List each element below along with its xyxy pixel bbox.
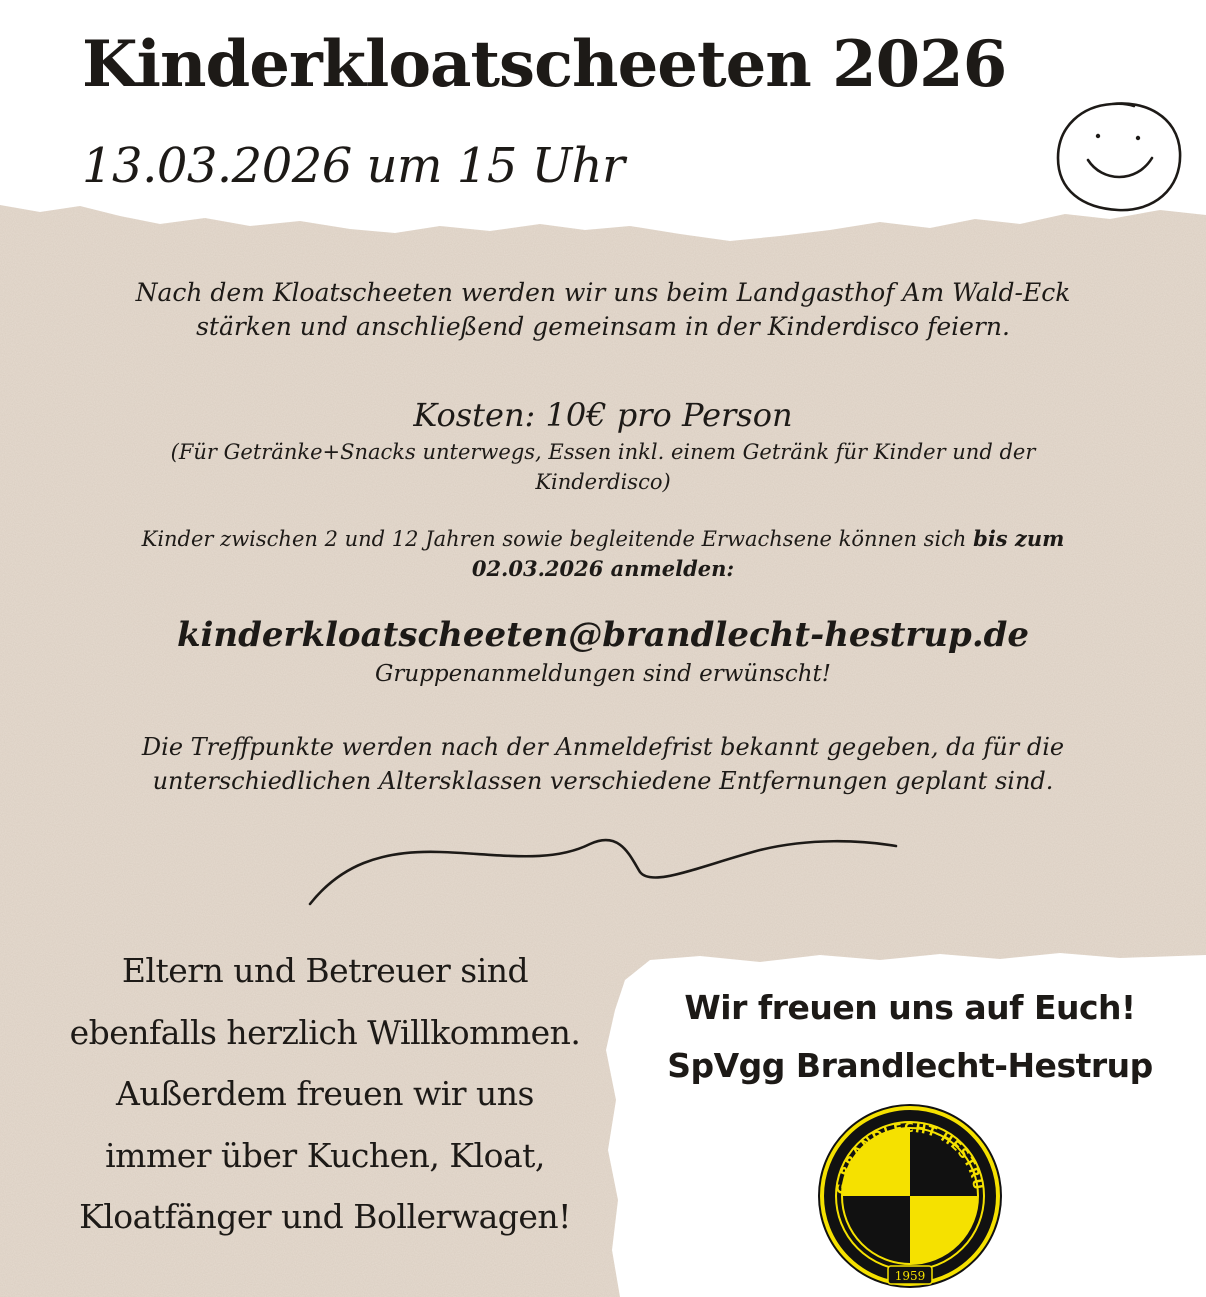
cost-note-line-1: (Für Getränke+Snacks unterwegs, Essen inkl. einem Getränk für Kinder und der bbox=[170, 440, 1036, 464]
welcome-line-5: Kloatfänger und Bollerwagen! bbox=[79, 1197, 571, 1236]
event-title: Kinderkloatscheeten 2026 bbox=[82, 27, 1007, 102]
signup-text bbox=[60, 524, 1146, 584]
smiley-icon bbox=[1052, 98, 1184, 216]
sign-off-greeting: Wir freuen uns auf Euch! bbox=[684, 988, 1136, 1027]
club-logo bbox=[812, 1100, 1008, 1292]
event-date-time: 13.03.2026 um 15 Uhr bbox=[82, 138, 625, 194]
signup-deadline-date: 02.03.2026 anmelden: bbox=[471, 556, 735, 581]
meeting-line-2: unterschiedlichen Altersklassen verschiedene Entfernungen geplant sind. bbox=[152, 767, 1054, 795]
welcome-line-3: Außerdem freuen wir uns bbox=[116, 1074, 534, 1113]
signup-deadline-bold: bis zum bbox=[973, 526, 1065, 551]
cost-note-line-2: Kinderdisco) bbox=[535, 470, 671, 494]
signup-line-1: Kinder zwischen 2 und 12 Jahren sowie begleitende Erwachsene können sich bbox=[141, 527, 967, 551]
welcome-line-1: Eltern und Betreuer sind bbox=[121, 951, 529, 990]
welcome-note bbox=[40, 940, 610, 1248]
club-logo-graphic bbox=[812, 1100, 1008, 1292]
cost-heading: Kosten: 10€ pro Person bbox=[413, 396, 793, 434]
meeting-line-1: Die Treffpunkte werden nach der Anmeldefrist bekannt gegeben, da für die bbox=[141, 733, 1065, 761]
cost-note bbox=[60, 437, 1146, 497]
club-name: SpVgg Brandlecht-Hestrup bbox=[667, 1046, 1153, 1085]
intro-line-1: Nach dem Kloatscheeten werden wir uns beim Landgasthof Am Wald-Eck bbox=[135, 278, 1071, 307]
intro-line-2: stärken und anschließend gemeinsam in der Kinderdisco feiern. bbox=[196, 312, 1010, 341]
welcome-line-4: immer über Kuchen, Kloat, bbox=[105, 1135, 545, 1175]
group-signup-note: Gruppenanmeldungen sind erwünscht! bbox=[374, 661, 832, 687]
logo-ring-text: G BRANDLECHT-HESTRU bbox=[834, 1120, 985, 1196]
logo-year: 1959 bbox=[894, 1269, 926, 1283]
intro-text bbox=[60, 276, 1146, 344]
signup-email[interactable]: kinderkloatscheeten@brandlecht-hestrup.de bbox=[176, 615, 1030, 655]
welcome-line-2: ebenfalls herzlich Willkommen. bbox=[69, 1012, 581, 1052]
squiggle-divider bbox=[300, 826, 900, 908]
meeting-points-note bbox=[60, 730, 1146, 798]
